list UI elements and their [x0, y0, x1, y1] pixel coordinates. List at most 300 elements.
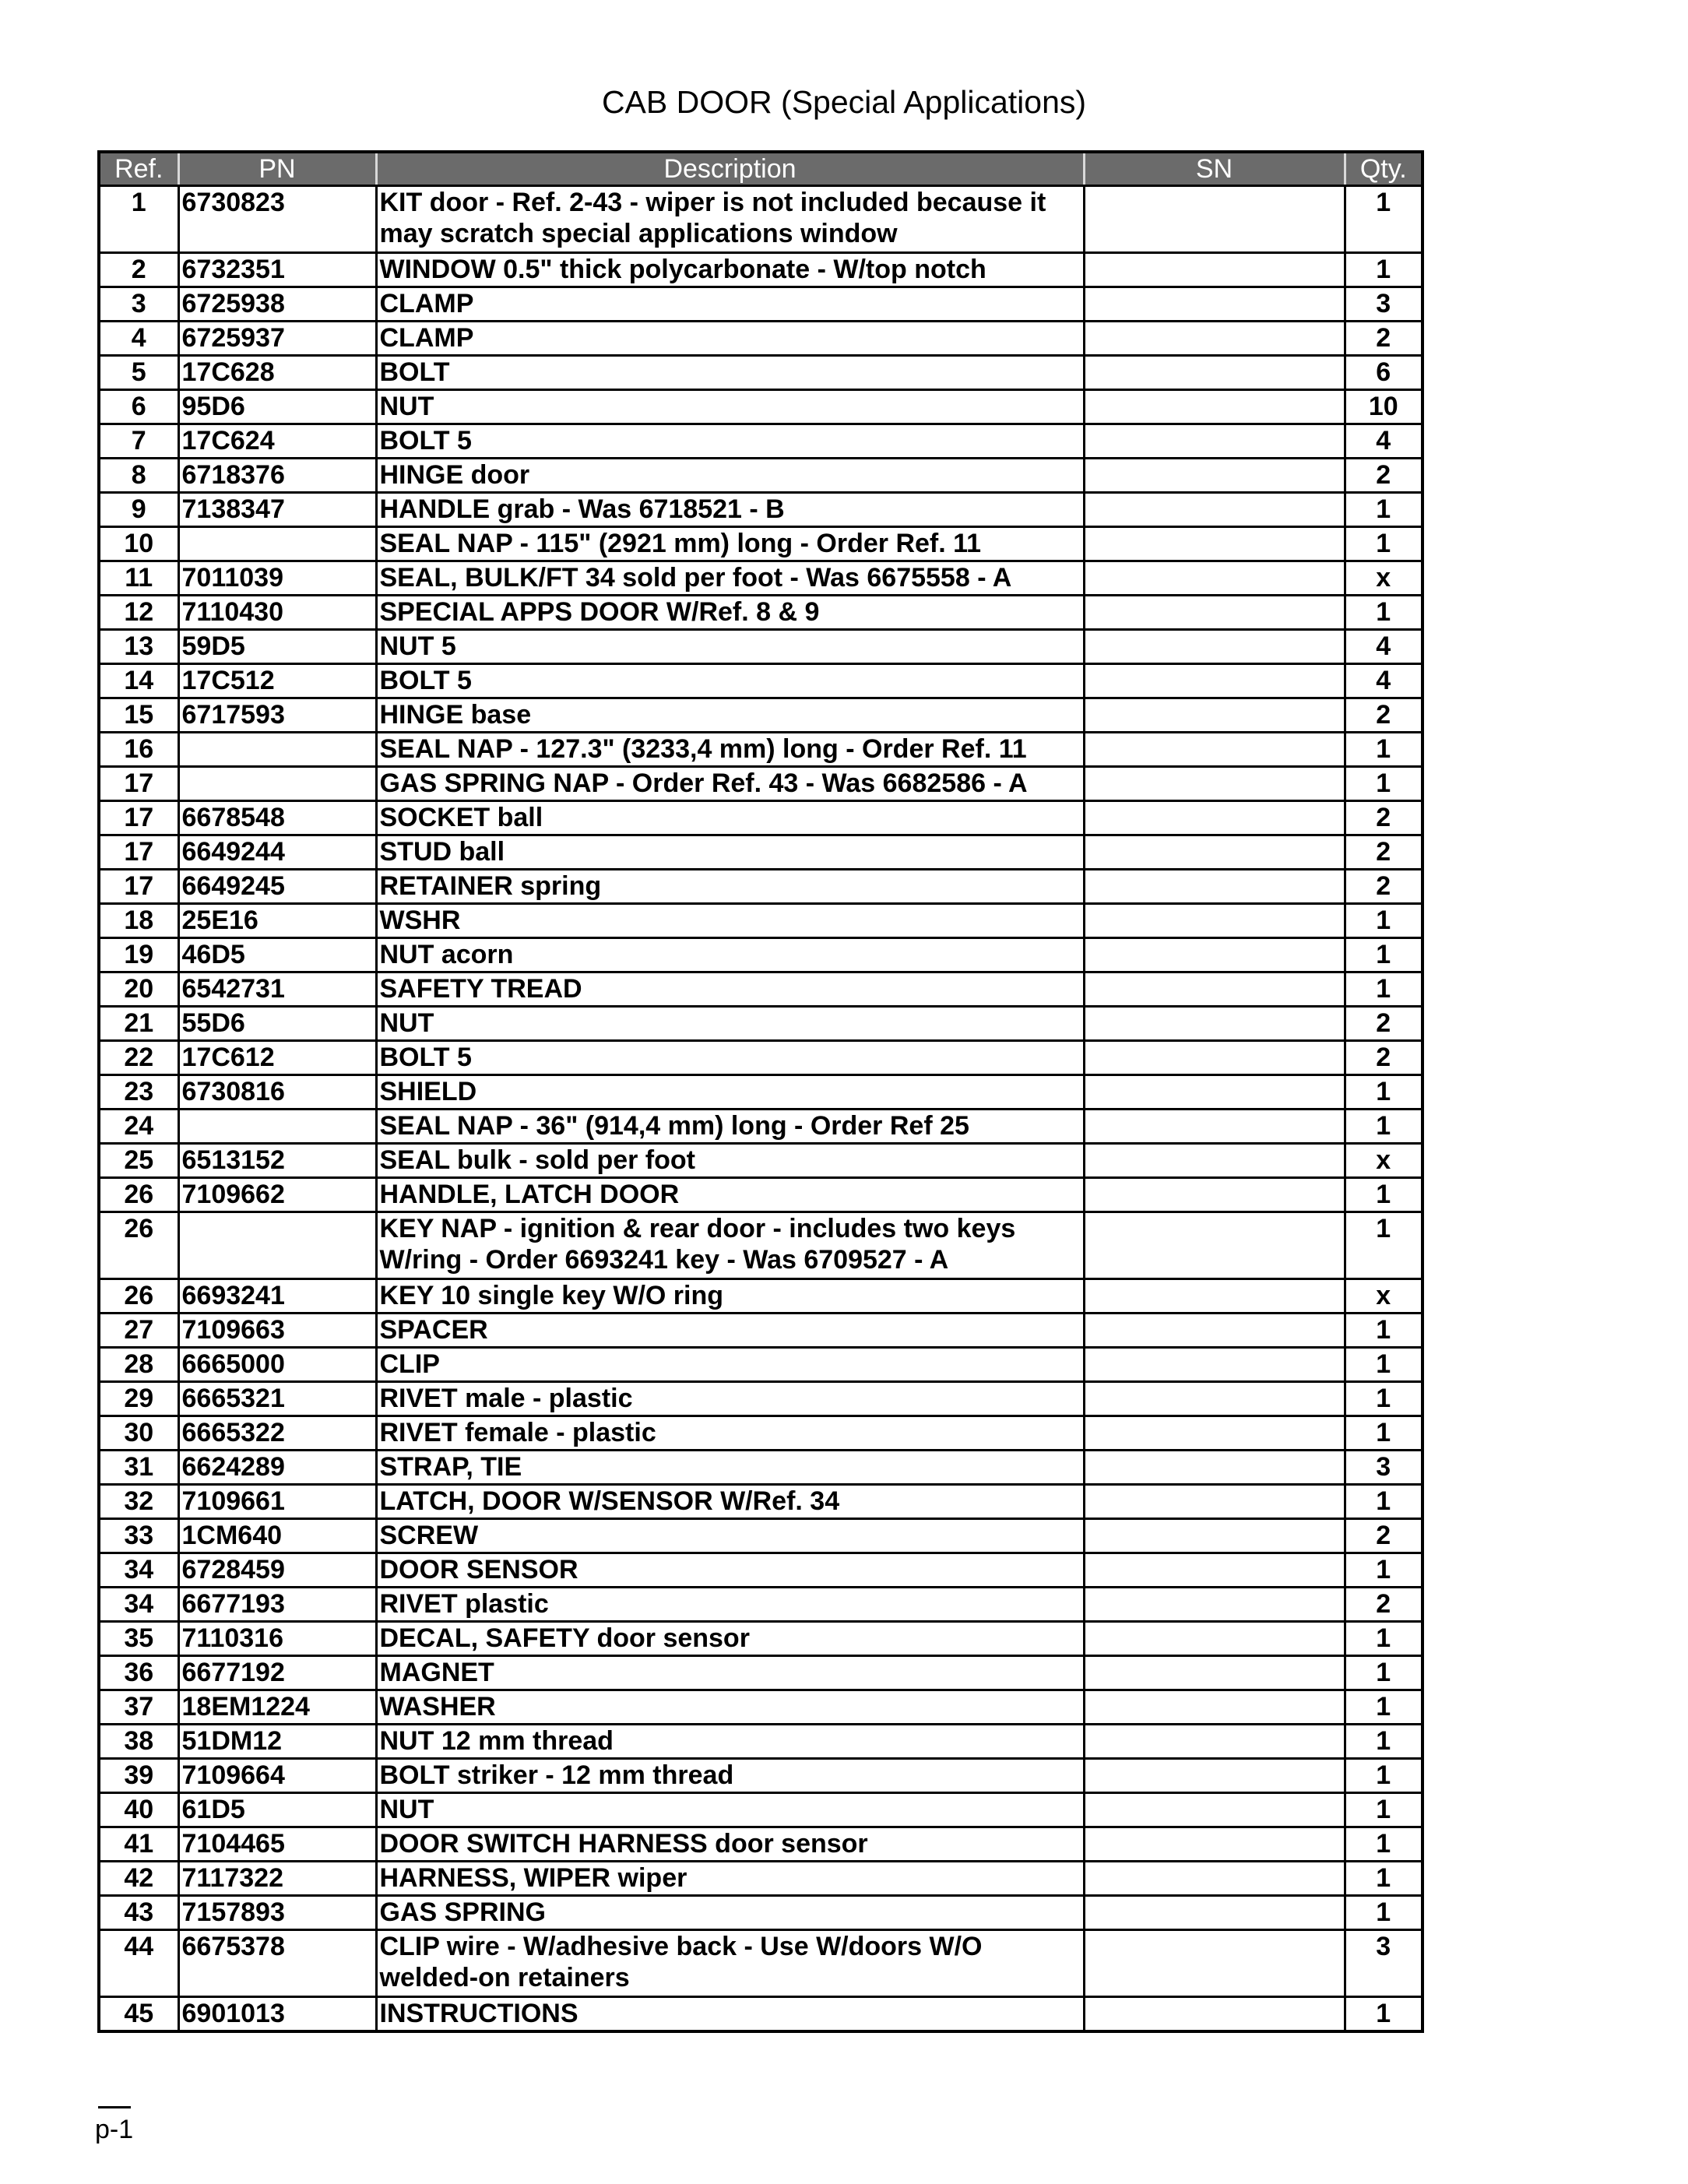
header-qty: Qty. — [1345, 152, 1422, 186]
cell-sn — [1084, 356, 1345, 390]
cell-description: WASHER — [376, 1690, 1084, 1725]
cell-pn: 7011039 — [178, 561, 376, 596]
cell-sn — [1084, 459, 1345, 493]
cell-sn — [1084, 630, 1345, 664]
cell-ref: 24 — [99, 1110, 178, 1144]
cell-ref: 26 — [99, 1279, 178, 1314]
cell-pn: 7109664 — [178, 1759, 376, 1793]
table-row — [99, 424, 1422, 459]
cell-sn — [1084, 1178, 1345, 1212]
cell-description: RETAINER spring — [376, 870, 1084, 904]
cell-description: SAFETY TREAD — [376, 972, 1084, 1007]
cell-sn — [1084, 904, 1345, 938]
table-row — [99, 186, 1422, 253]
cell-pn: 6730816 — [178, 1075, 376, 1110]
cell-ref: 25 — [99, 1144, 178, 1178]
cell-ref: 30 — [99, 1416, 178, 1451]
table-row — [99, 1382, 1422, 1416]
cell-description: RIVET male - plastic — [376, 1382, 1084, 1416]
cell-description: NUT acorn — [376, 938, 1084, 972]
cell-sn — [1084, 1690, 1345, 1725]
cell-ref: 7 — [99, 424, 178, 459]
cell-description: INSTRUCTIONS — [376, 1997, 1084, 2032]
cell-qty: 1 — [1345, 1827, 1422, 1862]
cell-description: HARNESS, WIPER wiper — [376, 1862, 1084, 1896]
cell-pn: 7117322 — [178, 1862, 376, 1896]
cell-qty: 1 — [1345, 1690, 1422, 1725]
cell-qty: 1 — [1345, 1553, 1422, 1588]
cell-description: WSHR — [376, 904, 1084, 938]
cell-sn — [1084, 186, 1345, 253]
cell-qty: 1 — [1345, 1178, 1422, 1212]
cell-ref: 34 — [99, 1588, 178, 1622]
cell-ref: 9 — [99, 493, 178, 527]
cell-qty: 2 — [1345, 1519, 1422, 1553]
table-row — [99, 1485, 1422, 1519]
cell-description: BOLT 5 — [376, 664, 1084, 698]
cell-qty: 2 — [1345, 870, 1422, 904]
cell-pn: 7109662 — [178, 1178, 376, 1212]
cell-description: SHIELD — [376, 1075, 1084, 1110]
cell-description: DECAL, SAFETY door sensor — [376, 1622, 1084, 1656]
cell-pn: 6693241 — [178, 1279, 376, 1314]
cell-pn: 6718376 — [178, 459, 376, 493]
cell-qty: 1 — [1345, 1416, 1422, 1451]
cell-sn — [1084, 664, 1345, 698]
table-row — [99, 733, 1422, 767]
cell-ref: 14 — [99, 664, 178, 698]
cell-pn: 7110430 — [178, 596, 376, 630]
cell-description: NUT — [376, 1007, 1084, 1041]
cell-ref: 12 — [99, 596, 178, 630]
table-row — [99, 287, 1422, 322]
cell-ref: 34 — [99, 1553, 178, 1588]
table-row — [99, 698, 1422, 733]
cell-qty: 1 — [1345, 493, 1422, 527]
cell-sn — [1084, 1144, 1345, 1178]
cell-sn — [1084, 1588, 1345, 1622]
table-row — [99, 1314, 1422, 1348]
page-number: p-1 — [95, 2115, 134, 2144]
cell-description: SPACER — [376, 1314, 1084, 1348]
cell-ref: 28 — [99, 1348, 178, 1382]
table-row — [99, 1896, 1422, 1930]
table-row — [99, 972, 1422, 1007]
cell-ref: 40 — [99, 1793, 178, 1827]
cell-sn — [1084, 493, 1345, 527]
cell-sn — [1084, 1279, 1345, 1314]
cell-sn — [1084, 390, 1345, 424]
cell-qty: 1 — [1345, 1314, 1422, 1348]
cell-ref: 11 — [99, 561, 178, 596]
cell-pn: 46D5 — [178, 938, 376, 972]
cell-pn: 6901013 — [178, 1997, 376, 2032]
cell-pn: 6665000 — [178, 1348, 376, 1382]
table-row — [99, 1827, 1422, 1862]
cell-description: DOOR SWITCH HARNESS door sensor — [376, 1827, 1084, 1862]
cell-pn: 17C612 — [178, 1041, 376, 1075]
cell-description: HANDLE, LATCH DOOR — [376, 1178, 1084, 1212]
page-title: CAB DOOR (Special Applications) — [601, 84, 1087, 120]
cell-pn: 61D5 — [178, 1793, 376, 1827]
cell-pn: 7109663 — [178, 1314, 376, 1348]
cell-qty: 3 — [1345, 287, 1422, 322]
cell-sn — [1084, 561, 1345, 596]
cell-description: KEY NAP - ignition & rear door - includes two keys W/ring - Order 6693241 key - Was 6709527 - A — [376, 1212, 1084, 1279]
table-row — [99, 1690, 1422, 1725]
cell-pn: 7110316 — [178, 1622, 376, 1656]
table-row — [99, 1656, 1422, 1690]
cell-pn: 6665322 — [178, 1416, 376, 1451]
cell-ref: 20 — [99, 972, 178, 1007]
table-row — [99, 322, 1422, 356]
cell-description: STRAP, TIE — [376, 1451, 1084, 1485]
cell-ref: 15 — [99, 698, 178, 733]
cell-sn — [1084, 1793, 1345, 1827]
parts-table-body — [99, 186, 1422, 2032]
cell-ref: 29 — [99, 1382, 178, 1416]
cell-pn: 6542731 — [178, 972, 376, 1007]
table-row — [99, 870, 1422, 904]
cell-description: HINGE base — [376, 698, 1084, 733]
table-row — [99, 1519, 1422, 1553]
cell-pn: 6624289 — [178, 1451, 376, 1485]
table-row — [99, 1930, 1422, 1997]
cell-qty: 4 — [1345, 664, 1422, 698]
cell-description: KIT door - Ref. 2-43 - wiper is not included because it may scratch special applications window — [376, 186, 1084, 253]
cell-sn — [1084, 1656, 1345, 1690]
cell-ref: 33 — [99, 1519, 178, 1553]
cell-sn — [1084, 1075, 1345, 1110]
cell-qty: x — [1345, 1279, 1422, 1314]
cell-description: BOLT striker - 12 mm thread — [376, 1759, 1084, 1793]
cell-sn — [1084, 1725, 1345, 1759]
cell-pn: 6513152 — [178, 1144, 376, 1178]
table-row — [99, 904, 1422, 938]
table-row — [99, 1279, 1422, 1314]
cell-pn: 6717593 — [178, 698, 376, 733]
cell-description: CLIP — [376, 1348, 1084, 1382]
cell-ref: 13 — [99, 630, 178, 664]
cell-ref: 32 — [99, 1485, 178, 1519]
cell-qty: 1 — [1345, 1485, 1422, 1519]
cell-pn: 6732351 — [178, 253, 376, 287]
table-row — [99, 801, 1422, 835]
cell-sn — [1084, 1622, 1345, 1656]
cell-sn — [1084, 870, 1345, 904]
cell-description: STUD ball — [376, 835, 1084, 870]
cell-pn: 6725937 — [178, 322, 376, 356]
cell-description: WINDOW 0.5" thick polycarbonate - W/top notch — [376, 253, 1084, 287]
cell-qty: 2 — [1345, 835, 1422, 870]
cell-pn — [178, 527, 376, 561]
cell-sn — [1084, 698, 1345, 733]
cell-qty: 1 — [1345, 186, 1422, 253]
header-ref: Ref. — [99, 152, 178, 186]
table-row — [99, 1588, 1422, 1622]
cell-description: KEY 10 single key W/O ring — [376, 1279, 1084, 1314]
cell-sn — [1084, 1759, 1345, 1793]
cell-ref: 26 — [99, 1212, 178, 1279]
table-row — [99, 1553, 1422, 1588]
cell-description: HINGE door — [376, 459, 1084, 493]
header-pn: PN — [178, 152, 376, 186]
cell-qty: 1 — [1345, 904, 1422, 938]
cell-ref: 42 — [99, 1862, 178, 1896]
cell-ref: 10 — [99, 527, 178, 561]
cell-qty: 1 — [1345, 1656, 1422, 1690]
cell-sn — [1084, 1314, 1345, 1348]
table-row — [99, 390, 1422, 424]
cell-pn: 6665321 — [178, 1382, 376, 1416]
cell-qty: 3 — [1345, 1930, 1422, 1997]
cell-description: SPECIAL APPS DOOR W/Ref. 8 & 9 — [376, 596, 1084, 630]
cell-qty: 10 — [1345, 390, 1422, 424]
table-row — [99, 527, 1422, 561]
cell-ref: 36 — [99, 1656, 178, 1690]
cell-sn — [1084, 1862, 1345, 1896]
cell-description: SEAL, BULK/FT 34 sold per foot - Was 6675558 - A — [376, 561, 1084, 596]
table-row — [99, 1793, 1422, 1827]
cell-sn — [1084, 1485, 1345, 1519]
cell-pn: 25E16 — [178, 904, 376, 938]
cell-qty: 1 — [1345, 1110, 1422, 1144]
table-row — [99, 493, 1422, 527]
cell-sn — [1084, 972, 1345, 1007]
footer-rule — [98, 2106, 131, 2108]
cell-qty: 1 — [1345, 596, 1422, 630]
cell-description: BOLT 5 — [376, 1041, 1084, 1075]
table-row — [99, 1622, 1422, 1656]
cell-pn: 6730823 — [178, 186, 376, 253]
table-row — [99, 1348, 1422, 1382]
cell-pn: 7104465 — [178, 1827, 376, 1862]
table-row — [99, 561, 1422, 596]
cell-sn — [1084, 527, 1345, 561]
cell-pn: 17C512 — [178, 664, 376, 698]
cell-pn: 55D6 — [178, 1007, 376, 1041]
cell-description: LATCH, DOOR W/SENSOR W/Ref. 34 — [376, 1485, 1084, 1519]
cell-qty: 1 — [1345, 1382, 1422, 1416]
cell-ref: 26 — [99, 1178, 178, 1212]
cell-sn — [1084, 801, 1345, 835]
cell-description: SEAL NAP - 36" (914,4 mm) long - Order Ref 25 — [376, 1110, 1084, 1144]
cell-qty: 1 — [1345, 767, 1422, 801]
cell-pn: 6728459 — [178, 1553, 376, 1588]
cell-sn — [1084, 1212, 1345, 1279]
cell-description: GAS SPRING NAP - Order Ref. 43 - Was 6682586 - A — [376, 767, 1084, 801]
table-row — [99, 1997, 1422, 2032]
cell-ref: 17 — [99, 767, 178, 801]
table-row — [99, 1725, 1422, 1759]
cell-qty: 2 — [1345, 459, 1422, 493]
table-row — [99, 630, 1422, 664]
cell-qty: 1 — [1345, 1725, 1422, 1759]
cell-qty: 2 — [1345, 801, 1422, 835]
cell-ref: 17 — [99, 870, 178, 904]
cell-pn: 6675378 — [178, 1930, 376, 1997]
cell-sn — [1084, 424, 1345, 459]
cell-ref: 3 — [99, 287, 178, 322]
table-row — [99, 1007, 1422, 1041]
cell-sn — [1084, 1519, 1345, 1553]
cell-ref: 22 — [99, 1041, 178, 1075]
cell-qty: 1 — [1345, 527, 1422, 561]
cell-qty: 2 — [1345, 1007, 1422, 1041]
cell-description: NUT 12 mm thread — [376, 1725, 1084, 1759]
cell-sn — [1084, 938, 1345, 972]
cell-qty: x — [1345, 561, 1422, 596]
cell-qty: 1 — [1345, 972, 1422, 1007]
cell-ref: 17 — [99, 801, 178, 835]
cell-ref: 35 — [99, 1622, 178, 1656]
table-row — [99, 835, 1422, 870]
cell-ref: 45 — [99, 1997, 178, 2032]
cell-ref: 41 — [99, 1827, 178, 1862]
cell-sn — [1084, 322, 1345, 356]
cell-qty: 2 — [1345, 698, 1422, 733]
table-row — [99, 1759, 1422, 1793]
cell-pn: 95D6 — [178, 390, 376, 424]
cell-sn — [1084, 253, 1345, 287]
table-row — [99, 253, 1422, 287]
table-row — [99, 356, 1422, 390]
cell-ref: 21 — [99, 1007, 178, 1041]
cell-ref: 38 — [99, 1725, 178, 1759]
cell-qty: 2 — [1345, 322, 1422, 356]
table-row — [99, 1041, 1422, 1075]
cell-sn — [1084, 1451, 1345, 1485]
cell-pn: 7109661 — [178, 1485, 376, 1519]
table-row — [99, 1416, 1422, 1451]
cell-description: SEAL NAP - 127.3" (3233,4 mm) long - Order Ref. 11 — [376, 733, 1084, 767]
cell-description: RIVET female - plastic — [376, 1416, 1084, 1451]
cell-sn — [1084, 1930, 1345, 1997]
cell-pn — [178, 1110, 376, 1144]
cell-qty: 1 — [1345, 1212, 1422, 1279]
table-row — [99, 1178, 1422, 1212]
table-row — [99, 459, 1422, 493]
cell-qty: 1 — [1345, 253, 1422, 287]
cell-qty: 1 — [1345, 1862, 1422, 1896]
cell-description: NUT 5 — [376, 630, 1084, 664]
table-row — [99, 1110, 1422, 1144]
cell-pn: 6677192 — [178, 1656, 376, 1690]
table-row — [99, 1862, 1422, 1896]
cell-ref: 43 — [99, 1896, 178, 1930]
cell-pn — [178, 733, 376, 767]
cell-qty: 2 — [1345, 1041, 1422, 1075]
cell-pn: 59D5 — [178, 630, 376, 664]
cell-description: NUT — [376, 1793, 1084, 1827]
cell-sn — [1084, 1348, 1345, 1382]
cell-ref: 4 — [99, 322, 178, 356]
cell-ref: 37 — [99, 1690, 178, 1725]
cell-pn — [178, 1212, 376, 1279]
cell-description: BOLT — [376, 356, 1084, 390]
table-row — [99, 1451, 1422, 1485]
cell-sn — [1084, 287, 1345, 322]
cell-pn: 6649244 — [178, 835, 376, 870]
cell-pn: 17C624 — [178, 424, 376, 459]
cell-sn — [1084, 1041, 1345, 1075]
cell-description: CLAMP — [376, 322, 1084, 356]
cell-qty: 1 — [1345, 733, 1422, 767]
cell-qty: 1 — [1345, 938, 1422, 972]
table-row — [99, 1144, 1422, 1178]
cell-sn — [1084, 1007, 1345, 1041]
header-description: Description — [376, 152, 1084, 186]
cell-ref: 8 — [99, 459, 178, 493]
cell-sn — [1084, 1382, 1345, 1416]
cell-description: RIVET plastic — [376, 1588, 1084, 1622]
table-row — [99, 1212, 1422, 1279]
cell-sn — [1084, 835, 1345, 870]
table-row — [99, 767, 1422, 801]
cell-qty: 1 — [1345, 1622, 1422, 1656]
cell-qty: 1 — [1345, 1759, 1422, 1793]
cell-pn: 6725938 — [178, 287, 376, 322]
table-row — [99, 664, 1422, 698]
cell-ref: 1 — [99, 186, 178, 253]
cell-sn — [1084, 1416, 1345, 1451]
cell-ref: 31 — [99, 1451, 178, 1485]
cell-qty: 1 — [1345, 1997, 1422, 2032]
cell-description: SCREW — [376, 1519, 1084, 1553]
cell-description: SEAL bulk - sold per foot — [376, 1144, 1084, 1178]
cell-pn: 17C628 — [178, 356, 376, 390]
cell-sn — [1084, 767, 1345, 801]
cell-ref: 44 — [99, 1930, 178, 1997]
cell-pn: 7157893 — [178, 1896, 376, 1930]
table-row — [99, 596, 1422, 630]
cell-qty: 1 — [1345, 1348, 1422, 1382]
cell-sn — [1084, 1110, 1345, 1144]
parts-table — [97, 150, 1424, 2033]
cell-ref: 23 — [99, 1075, 178, 1110]
cell-ref: 16 — [99, 733, 178, 767]
cell-sn — [1084, 1827, 1345, 1862]
table-row — [99, 1075, 1422, 1110]
cell-ref: 5 — [99, 356, 178, 390]
cell-qty: 3 — [1345, 1451, 1422, 1485]
table-header-row — [99, 152, 1422, 186]
cell-description: CLIP wire - W/adhesive back - Use W/doors W/O welded-on retainers — [376, 1930, 1084, 1997]
cell-description: GAS SPRING — [376, 1896, 1084, 1930]
cell-description: BOLT 5 — [376, 424, 1084, 459]
cell-pn: 6649245 — [178, 870, 376, 904]
cell-qty: x — [1345, 1144, 1422, 1178]
cell-ref: 19 — [99, 938, 178, 972]
cell-description: DOOR SENSOR — [376, 1553, 1084, 1588]
cell-pn — [178, 767, 376, 801]
cell-qty: 1 — [1345, 1896, 1422, 1930]
cell-sn — [1084, 596, 1345, 630]
cell-sn — [1084, 733, 1345, 767]
cell-ref: 18 — [99, 904, 178, 938]
cell-description: NUT — [376, 390, 1084, 424]
cell-sn — [1084, 1997, 1345, 2032]
cell-ref: 39 — [99, 1759, 178, 1793]
cell-ref: 17 — [99, 835, 178, 870]
cell-description: HANDLE grab - Was 6718521 - B — [376, 493, 1084, 527]
cell-qty: 1 — [1345, 1075, 1422, 1110]
cell-qty: 6 — [1345, 356, 1422, 390]
table-row — [99, 938, 1422, 972]
header-sn: SN — [1084, 152, 1345, 186]
cell-ref: 2 — [99, 253, 178, 287]
cell-ref: 6 — [99, 390, 178, 424]
